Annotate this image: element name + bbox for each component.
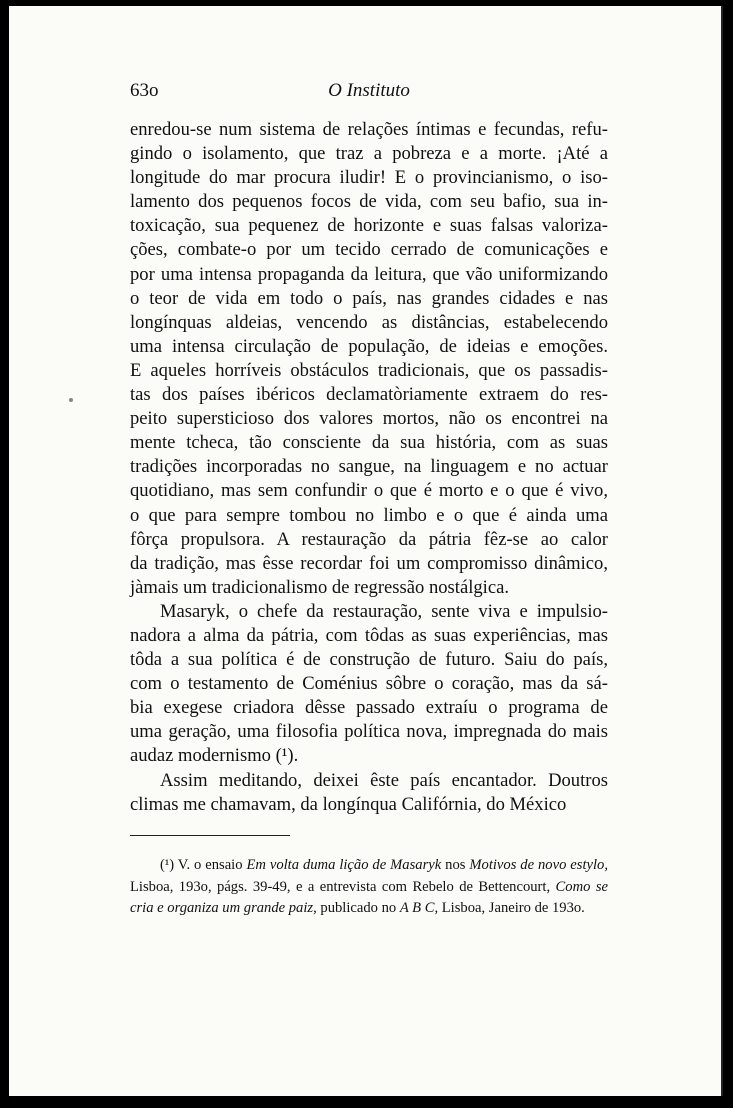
footnote	[130, 855, 608, 920]
text-line: quotidiano, mas sem confundir o que é morto e o que é vivo,	[130, 480, 608, 502]
text-line: toxicação, sua pequenez de horizonte e suas falsas valoriza-	[130, 215, 608, 237]
footnote-text-4: Lisboa, Janeiro de 193o.	[441, 900, 585, 916]
text-line: tôda a sua política é de construção de futuro. Saiu do país,	[130, 649, 608, 671]
text-line: longínquas aldeias, vencendo as distâncias, estabelecendo	[130, 311, 608, 333]
footnote-title-4: A B C,	[399, 900, 439, 916]
text-line: tradições incorporadas no sangue, na linguagem e no actuar	[130, 456, 608, 478]
paragraph	[130, 600, 608, 769]
text-line: jàmais um tradicionalismo de regressão nostálgica.	[130, 576, 509, 598]
text-line: audaz modernismo (¹).	[130, 745, 299, 767]
page-smudge	[69, 398, 73, 402]
footnote-marker: (¹)	[160, 857, 175, 873]
text-line: ções, combate-o por um tecido cerrado de comunicações e	[130, 239, 608, 261]
text-line: climas me chamavam, da longínqua Califórnia, do México	[130, 793, 567, 815]
text-line: longitude do mar procura iludir! E o provincianismo, o iso-	[130, 167, 608, 189]
running-title: O Instituto	[328, 80, 410, 101]
text-line: uma geração, uma filosofia política nova, impregnada do mais	[130, 721, 608, 743]
paragraph	[130, 769, 608, 817]
text-line: bia exegese criadora dêsse passado extraíu o programa de	[130, 697, 608, 719]
text-line: enredou-se num sistema de relações íntimas e fecundas, refu-	[130, 119, 608, 140]
text-line: tas dos países ibéricos declamatòriamente extraem do res-	[130, 384, 608, 406]
text-line: nadora a alma da pátria, com tôdas as suas experiências, mas	[130, 624, 608, 646]
footnote-text-3: publicado no	[320, 900, 397, 916]
paragraph	[130, 118, 608, 600]
footnote-title-2: Motivos de novo estylo,	[469, 857, 608, 873]
text-line: E aqueles horríveis obstáculos tradicionais, que os passadis-	[130, 359, 608, 381]
text-line: lamento dos pequenos focos de vida, com seu bafio, sua in-	[130, 191, 608, 213]
footnote-text-1: nos	[445, 857, 466, 873]
text-line: mente tcheca, tão consciente da sua história, com as suas	[130, 432, 608, 454]
text-line: da tradição, mas êsse recordar foi um compromisso dinâmico,	[130, 552, 608, 574]
text-line: o que para sempre tombou no limbo e o que é ainda uma	[130, 504, 608, 526]
body-text	[130, 118, 608, 817]
text-line: Assim meditando, deixei êste país encantador. Doutros	[160, 769, 608, 791]
footnote-divider	[130, 835, 290, 836]
text-line: com o testamento de Coménius sôbre o coração, mas da sá-	[130, 673, 608, 695]
text-line: o teor de vida em todo o país, nas grandes cidades e nas	[130, 287, 608, 309]
text-line: uma intensa circulação de população, de ideias e emoções.	[130, 335, 608, 357]
text-line: Masaryk, o chefe da restauração, sente viva e impulsio-	[160, 600, 608, 622]
footnote-title-1: Em volta duma lição de Masaryk	[246, 857, 442, 873]
footnote-prefix: V. o ensaio	[177, 857, 243, 873]
text-line: por uma intensa propaganda da leitura, que vão uniformizando	[130, 263, 608, 285]
text-line: gindo o isolamento, que traz a pobreza e a morte. ¡Até a	[130, 143, 608, 165]
footnote-title-3: Como se cria e organiza um grande paiz,	[130, 878, 608, 916]
footnote-text-2: Lisboa, 193o, págs. 39-49, e a entrevista com Rebelo de Bettencourt,	[130, 878, 551, 895]
text-line: fôrça propulsora. A restauração da pátria fêz-se ao calor	[130, 528, 608, 550]
page-number: 63o	[130, 80, 159, 101]
text-line: peito supersticioso dos valores mortos, não os encontrei na	[130, 408, 608, 430]
